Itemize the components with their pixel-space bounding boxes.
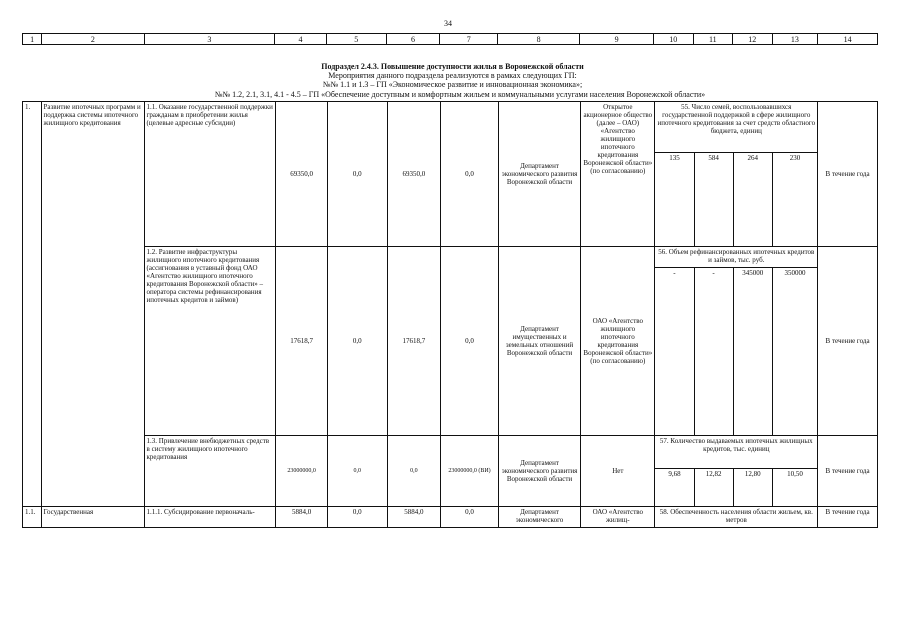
funding-extrabudget: 0,0 [441,247,499,436]
partner-org: ОАО «Агентство жилищного ипотечного кредитования Воронежской области» (по согласованию) [581,247,655,436]
col-header: 13 [772,34,818,45]
col-header: 1 [23,34,42,45]
funding-total: 69350,0 [276,102,328,247]
indicator-value: 12,80 [733,469,772,507]
col-header: 2 [42,34,144,45]
partner-org: Нет [581,436,655,507]
indicator-text: 57. Количество выдаваемых ипотечных жилищных кредитов, тыс. единиц [655,436,818,469]
col-header: 3 [144,34,275,45]
col-header: 6 [386,34,440,45]
subsection-line: №№ 1.1 и 1.3 – ГП «Экономическое развитие и инновационная экономика»; [322,80,583,89]
funding-regional: 5884,0 [387,507,441,528]
term: В течение года [818,247,878,436]
table-row [23,102,878,153]
funding-federal: 0,0 [327,436,387,507]
table-row [23,507,878,528]
funding-extrabudget: 0,0 [441,507,499,528]
indicator-text: 58. Обеспеченность населения области жильем, кв. метров [655,507,818,528]
partner-org: Открытое акционерное общество (далее – ОАО) «Агентство жилищного ипотечного кредитования Воронежской области» (по согласованию) [581,102,655,247]
program-name: Государственная [41,507,144,528]
col-header: 10 [654,34,694,45]
indicator-text: 56. Объем рефинансированных ипотечных кредитов и займов, тыс. руб. [655,247,818,268]
funding-federal: 0,0 [327,102,387,247]
subsection-line: Мероприятия данного подраздела реализуются в рамках следующих ГП: [328,71,577,80]
measure-text: 1.1. Оказание государственной поддержки гражданам в приобретении жилья (целевые адресные субсидии) [144,102,276,247]
measure-text: 1.3. Привлечение внебюджетных средств в систему жилищного ипотечного кредитования [144,436,276,507]
measure-text: 1.2. Развитие инфраструктуры жилищного ипотечного кредитования (ассигнования в уставный фонд ОАО «Агентство жилищного ипотечного кредитования Воронежской области» – оператора системы рефинансирования ипотечных кредитов и займов) [144,247,276,436]
indicator-value: 230 [772,153,817,247]
term: В течение года [818,436,878,507]
indicator-value: - [655,268,694,436]
funding-regional: 69350,0 [387,102,441,247]
table-row [23,247,878,268]
table-row [23,436,878,469]
responsible-dept: Департамент экономического [498,507,580,528]
program-name: Развитие ипотечных программ и поддержка системы ипотечного жилищного кредитования [41,102,144,507]
col-header: 9 [580,34,654,45]
col-header: 14 [818,34,878,45]
row-number: 1.1. [23,507,42,528]
subsection-line: №№ 1.2, 2.1, 3.1, 4.1 - 4.5 – ГП «Обеспечение доступным и комфортным жильем и коммунальными услугами населения Воронежской области» [214,90,706,99]
term: В течение года [818,102,878,247]
funding-regional: 17618,7 [387,247,441,436]
subsection-title: Подраздел 2.4.3. Повышение доступности жилья в Воронежской области [321,62,584,71]
indicator-text: 55. Число семей, воспользовавшихся государственной поддержкой в сфере жилищного ипотечного кредитования за счет средств областного бюджета, единиц [655,102,818,153]
row-number: 1. [23,102,42,507]
funding-extrabudget: 0,0 [441,102,499,247]
funding-federal: 0,0 [327,247,387,436]
funding-extrabudget: 23000000,0 (ВИ) [441,436,499,507]
responsible-dept: Департамент экономического развития Воронежской области [498,102,580,247]
funding-total: 17618,7 [276,247,328,436]
indicator-value: 264 [733,153,772,247]
indicator-value: 10,50 [772,469,817,507]
indicator-value: 12,82 [694,469,733,507]
funding-federal: 0,0 [327,507,387,528]
indicator-value: 345000 [733,268,772,436]
col-header: 12 [733,34,773,45]
col-header: 5 [326,34,386,45]
col-header: 7 [440,34,498,45]
page-number: 34 [444,19,452,28]
col-header: 8 [498,34,580,45]
indicator-value: 584 [694,153,733,247]
measure-text: 1.1.1. Субсидирование первоначаль- [144,507,276,528]
responsible-dept: Департамент имущественных и земельных отношений Воронежской области [498,247,580,436]
indicator-value: 9,68 [655,469,694,507]
indicator-value: - [694,268,733,436]
column-header-row [22,33,878,45]
term: В течение года [818,507,878,528]
partner-org: ОАО «Агентство жилищ- [581,507,655,528]
indicator-value: 135 [655,153,694,247]
funding-total: 5884,0 [276,507,328,528]
responsible-dept: Департамент экономического развития Воронежской области [498,436,580,507]
col-header: 4 [275,34,327,45]
measures-table [22,101,878,528]
indicator-value: 350000 [772,268,817,436]
col-header: 11 [693,34,733,45]
funding-regional: 0,0 [387,436,441,507]
funding-total: 23000000,0 [276,436,328,507]
